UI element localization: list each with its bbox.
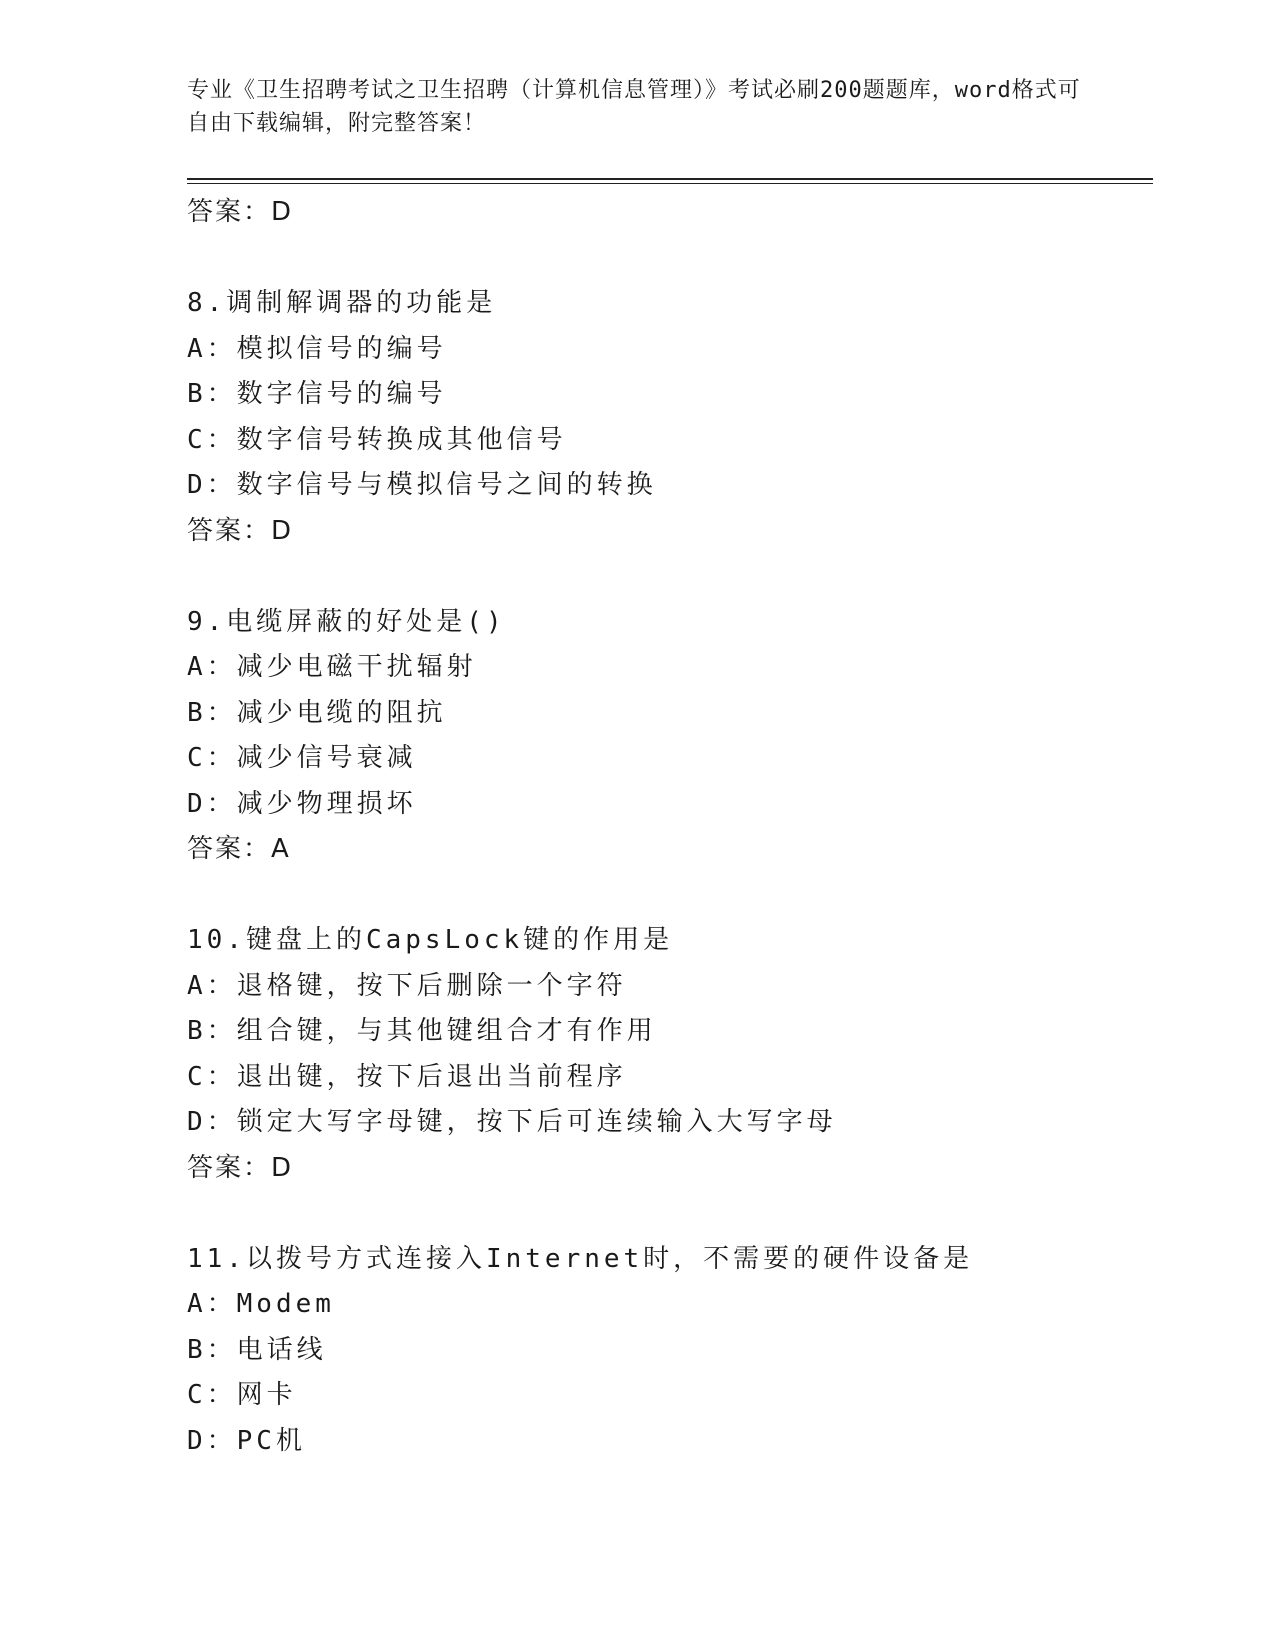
option-a: A：退格键，按下后删除一个字符 <box>187 970 627 1001</box>
option-d: D：减少物理损坏 <box>187 788 417 819</box>
header-divider-thin <box>187 183 1153 184</box>
question-stem: 11.以拨号方式连接入Internet时，不需要的硬件设备是 <box>187 1243 974 1274</box>
answer-line: 答案：D <box>187 197 294 227</box>
option-d: D：锁定大写字母键，按下后可连续输入大写字母 <box>187 1107 837 1137</box>
option-d: D：PC机 <box>187 1425 306 1456</box>
option-b: B：数字信号的编号 <box>187 379 447 409</box>
option-a: A：模拟信号的编号 <box>187 333 447 364</box>
question-stem: 9.电缆屏蔽的好处是() <box>187 606 506 637</box>
option-b: B：组合键，与其他键组合才有作用 <box>187 1016 657 1046</box>
option-d: D：数字信号与模拟信号之间的转换 <box>187 470 657 500</box>
option-a: A：Modem <box>187 1289 335 1319</box>
header-divider <box>187 178 1153 180</box>
page-header: 专业《卫生招聘考试之卫生招聘（计算机信息管理）》考试必刷200题题库，word格式可自由下载编辑，附完整答案！ <box>187 78 1081 136</box>
question-block <box>187 918 1147 1191</box>
answer-line: 答案：D <box>187 1152 294 1183</box>
answer-line: 答案：A <box>187 834 291 864</box>
question-list <box>187 190 1147 1464</box>
option-b: B：电话线 <box>187 1334 327 1365</box>
option-b: B：减少电缆的阻抗 <box>187 697 447 728</box>
option-c: C：数字信号转换成其他信号 <box>187 424 567 455</box>
option-c: C：退出键，按下后退出当前程序 <box>187 1061 627 1092</box>
question-block <box>187 600 1147 873</box>
option-c: C：减少信号衰减 <box>187 743 417 773</box>
question-block <box>187 281 1147 554</box>
option-a: A：减少电磁干扰辐射 <box>187 652 477 682</box>
question-block <box>187 1237 1147 1465</box>
answer-line: 答案：D <box>187 515 294 546</box>
question-stem: 8.调制解调器的功能是 <box>187 288 497 318</box>
option-c: C：网卡 <box>187 1380 297 1410</box>
question-stem: 10.键盘上的CapsLock键的作用是 <box>187 925 674 955</box>
